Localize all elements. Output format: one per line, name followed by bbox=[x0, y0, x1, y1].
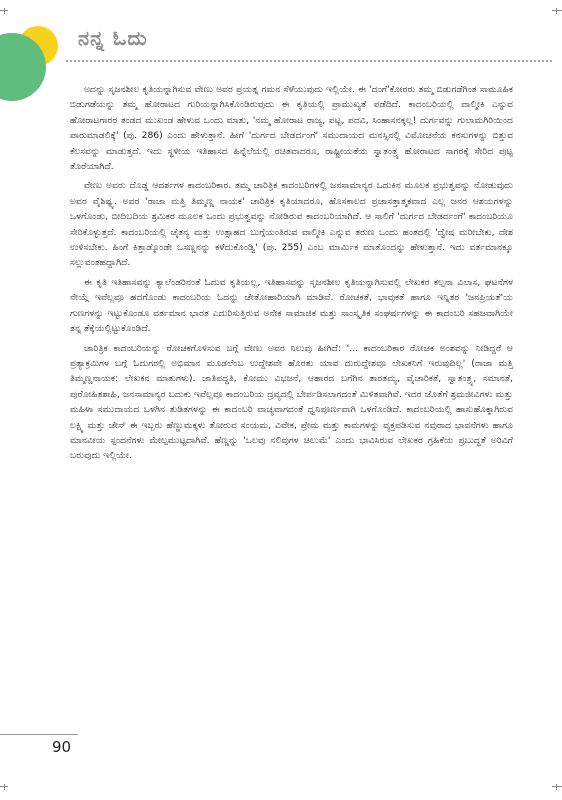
footer-rule bbox=[0, 734, 78, 735]
paragraph: ಈ ಕೃತಿ ಇತಿಹಾಸವನ್ನು ಕ್ಯಾಲೆಂಡರಿನಂತೆ ಓದುವ ಕೃತಿಯಲ್ಲ, ಇತಿಹಾಸವನ್ನು ಸೃಜನಶೀಲ ಕೃತಿಯನ್ನಾಗಿಸುವಲ್ಲಿ ಲೇಖಕರ ಕಲ್ಪನಾ ವಿಲಾಸ, ಘಟನೆಗಳ ನೇಯ್ಗೆ ಇವೆಲ್ಲವೂ ಹದಗೊಂಡು ಕಾದಂಬರಿಯ ಓದನ್ನು ಚೇತೋಹಾರಿಯಾಗಿ ಮಾಡಿವೆ. ರೋಚಕತೆ, ಭಾವುಕತೆ ಹಾಗೂ ಇನ್ನಿತರ 'ಜನಪ್ರಿಯತೆ'ಯ ಗುಣಗಳನ್ನು ಇಟ್ಟುಕೊಂಡೂ ವರ್ತಮಾನ ಭಾರತ ಎದುರಿಸುತ್ತಿರುವ ಅನೇಕ ಸಾಮಾಜಿಕ ಮತ್ತು ಸಾಂಸ್ಕೃತಿಕ ಸಂಘರ್ಷಗಳನ್ನು ಈ ಕಾದಂಬರಿ ಸಹಜವಾಗಿಯೇ ತನ್ನ ತೆಕ್ಕೆಯಲ್ಲಿಟ್ಟುಕೊಂಡಿದೆ. bbox=[70, 276, 513, 335]
paragraph: ವೇಣು ಅವರು ದೊಡ್ಡ ಆದರ್ಶಗಳ ಕಾದಂಬರಿಕಾರ. ತಮ್ಮ ಚಾರಿತ್ರಿಕ ಕಾದಂಬರಿಗಳಲ್ಲಿ ಜನಸಾಮಾನ್ಯರ ಒದುಕಿನ ಮೂಲಕ ಪ್ರಭುತ್ವವನ್ನು ನೋಡುವುದು ಅವರ ವೈಶಿಷ್ಟ್ಯ. ಅವರ 'ರಾಜಾ ಮತ್ತಿ ತಿಮ್ಮಣ್ಣ ನಾಯಕ' ಚಾರಿತ್ರಿಕ ಕೃತಿಯಾದರೂ, ಹೊಸಕಾಲದ ಪ್ರಜಾಸತ್ತಾತ್ಮಕವಾದ ಎಲ್ಲ ಜನರ ಆಶಯಗಳನ್ನು ಒಳಗೊಂಡು, ಬೀದಿಬದಿಯ ಶ್ರಮಿಕರ ಮೂಲಕ ಒಂದು ಪ್ರಭುತ್ವವನ್ನು ನೋಡಿರುವ ಕಾದಂಬರಿಯಾಗಿದೆ. ಆ ಸಾಲಿಗೆ 'ದುರ್ಗದ ಬೇಡರ್ದಂಗೆ' ಕಾದಂಬರಿಯೂ ಸೇರಿಕೊಳ್ಳುತ್ತದೆ. ಕಾದಂಬರಿಯಲ್ಲಿ ಚೈತನ್ಯ ಮತ್ತು ಉತ್ಸಾಹದ ಬುಗ್ಗೆಯಂತಿರುವ ವಾಲ್ಮೀಕಿ ಎನ್ನುವ ತರುಣ ಒಂದು ಹಂತದಲ್ಲಿ 'ದ್ವೇಷ ಮರೀಬೇಕು, ದೇಶ ಉಳಿಸಬೇಕು. ಹಿಂಗೆ ಕಿತ್ತಾಡ್ಕೊಂಡೇ ಒಸಣ್ಣನನ್ನು ಕಳೆದುಕೊಂಡ್ವಿ' (ಪು. 255) ಎಂಬ ಮಾರ್ಮಿಕ ಮಾತೊಂದನ್ನು ಹೇಳುತ್ತಾನೆ. ಇದು ವರ್ತಮಾನಕ್ಕೂ ಸಲ್ಲುವಂತಹದ್ದಾಗಿದೆ. bbox=[70, 180, 513, 269]
paragraph: ಚಾರಿತ್ರಿಕ ಕಾದಂಬರಿಯನ್ನು ರೋಚಕಗೊಳಿಸುವ ಬಗ್ಗೆ ವೇಣು ಅವರ ನಿಲುವು ಹೀಗಿದೆ: '... ಕಾದಂಬರಿಕಾರ ರೋಚಕ ಅಂಶವನ್ನು ನೀಡಿದ್ದರೆ ಆ ಪ್ರತ್ಯಾಕ್ರಮಿಗಳ ಬಗ್ಗೆ ಓದುಗರಲ್ಲಿ ಅಭಿಮಾನ ಮೂಡಲೆಂಬ ಉದ್ದೇಶವೇ ಹೊರತು ಯಾವ ದುರುದ್ದೇಶವೂ ಲೇಖಕನಿಗೆ ಇರುವುದಿಲ್ಲ' (ರಾಜಾ ಮತ್ತಿ ತಿಮ್ಮಣ್ಣನಾಯಕ: ಲೇಖಕನ ಮಾತುಗಳು). ಜಾತಿಪದ್ಧತಿ, ಕೋಮು ವಿಭಜನೆ, ಆಹಾರದ ಬಗೆಗಿನ ತಾರತಮ್ಯ, ವೈಚಾರಿಕತೆ, ಸ್ವಾತಂತ್ರ್ಯ, ಸಮಾನತೆ, ಪುರೋಹಿತಶಾಹಿ, ಜನಸಾಮಾನ್ಯರ ಬದುಕು ಇವೆಲ್ಲವೂ ಕಾದಂಬರಿಯ ದ್ರವ್ಯದಲ್ಲಿ ಬೇರ್ಪಡಿಸಲಾಗದಂತೆ ಮಿಳಿತವಾಗಿವೆ. ಇದರ ಜೊತೆಗೆ ಶ್ರಮಜೀವಿಗಳು ಮತ್ತು ಮಹಿಳಾ ಸಮುದಾಯದ ಒಳಗಿನ ತುಡಿತಗಳನ್ನು ಈ ಕಾದಂಬರಿ ವಾಚ್ಯವಾಗದಂತೆ ಧ್ವನಿಪೂರ್ಣವಾಗಿ ಒಳಗೊಂಡಿದೆ. ಕಾದಂಬರಿಯಲ್ಲಿ ಹಾಸುಹೊಕ್ಕಾಗಿರುವ ಲಕ್ಷ್ಮಿ ಮತ್ತು ಜೇಸ್ ಈ ಇಬ್ಬರು ಹೆಣ್ಣುಮಕ್ಕಳು ತೋರುವ ಸಂಯಮ, ವಿವೇಕ, ಪ್ರೇಮ ಮತ್ತು ಕಾಮಗಳನ್ನು ವ್ಯಕ್ತಪಡಿಸುವ ನವುರಾದ ಭಾವನೆಗಳು ಹಾಗೂ ಮಾನವೀಯ ಸ್ಪಂದನೆಗಳು ಮೇಲ್ಪಮುಟ್ಟದಾಗಿವೆ. ಹೆಣ್ಣನ್ನು 'ಒಲವು ನಲಿವುಗಳ ಚಿಲುಮೆ' ಎಂದು ಭಾವಿಸಿರುವ ಲೇಖಕರ ಗ್ರಹಿಕೆಯ ಪ್ರಬುದ್ಧತೆ ಅರಿವಿಗೆ ಬರುವುದು ಇಲ್ಲಿಯೇ. bbox=[70, 342, 513, 462]
paragraph: ಅದನ್ನು ಸೃಜನಶೀಲ ಕೃತಿಯನ್ನಾಗಿಸುವ ವೇಣು ಅವರ ಪ್ರಯತ್ನ ಗಮನ ಸೆಳೆಯುವುದು ಇಲ್ಲಿಯೇ. ಈ 'ದಂಗೆ'ಕೋರರು ತಮ್ಮ ಬಿಡುಗಡೆಗಿಂತ ಸಾಮೂಹಿಕ ಬಿಡುಗಡೆಯನ್ನು ತಮ್ಮ ಹೋರಾಟದ ಗುರಿಯನ್ನಾಗಿಸಿಕೊಂಡಿರುವುದು ಈ ಕೃತಿಯಲ್ಲಿ ಪ್ರಾಮುಖ್ಯತೆ ಪಡೆದಿದೆ. ಕಾದಂಬರಿಯಲ್ಲಿ ವಾಲ್ಮೀಕಿ ಎನ್ನುವ ಹೋರಾಟಗಾರರ ತಂಡದ ಮುಖಂಡ ಹೇಳುವ ಒಂದು ಮಾತು, 'ನಮ್ಮ ಹೋರಾಟ ರಾಜ್ಯ, ಪಟ್ಟ, ಪದವಿ, ಸಿಂಹಾಸನಕ್ಕಲ್ಲ! ದುರ್ಗವನ್ನು ಗುಲಾಮಗಿರಿಯಿಂದ ಪಾರುಮಾಡಲಿಕ್ಕೆ' (ಪು. 286) ಎಂದು ಹೇಳುತ್ತಾನೆ. ಹೀಗೆ 'ದುರ್ಗದ ಬೇಡರ್ದಂಗೆ' ಸಮುದಾಯದ ಮನಸ್ಸಿನಲ್ಲಿ ವಿಮೋಚನೆಯ ಕನಸುಗಳನ್ನು ಬಿತ್ತುವ ಕೆಲಸವನ್ನು ಮಾಡುತ್ತದೆ. ಇದು ಸ್ಥಳೀಯ ಇತಿಹಾಸದ ಹಿನ್ನೆಲೆಯಲ್ಲಿ ರಚಿತವಾದರೂ, ರಾಷ್ಟ್ರೀಯತೆಯ ಸ್ವಾತಂತ್ರ್ಯ ಹೋರಾಟದ ಸಾಗರಕ್ಕೆ ಸೇರಿದ ಪುಟ್ಟ ತೊರೆಯಾಗಿದೆ. bbox=[70, 84, 513, 173]
crop-mark bbox=[556, 8, 557, 14]
crop-mark bbox=[0, 10, 8, 11]
crop-mark bbox=[552, 786, 562, 787]
crop-mark bbox=[552, 10, 562, 11]
section-title: ನನ್ನ ಓದು bbox=[78, 26, 148, 50]
page-number: 90 bbox=[52, 738, 72, 756]
crop-mark bbox=[4, 784, 5, 790]
body-text bbox=[70, 82, 513, 468]
crop-mark bbox=[0, 786, 8, 787]
crop-mark bbox=[556, 784, 557, 790]
header-divider bbox=[66, 60, 552, 62]
crop-mark bbox=[4, 8, 5, 14]
